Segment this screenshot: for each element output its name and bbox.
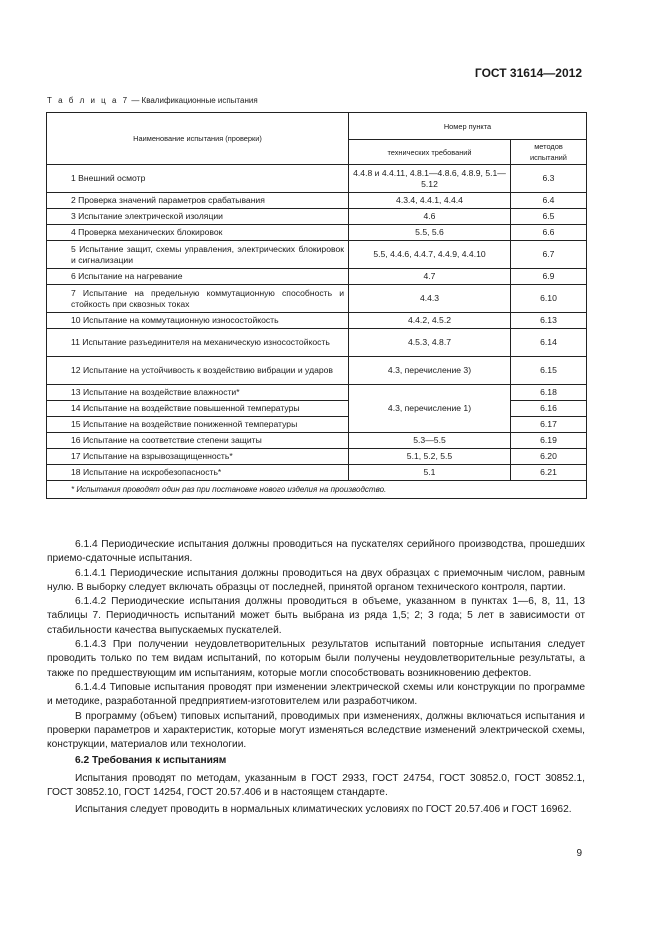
method-ref: 6.16 bbox=[511, 401, 587, 417]
requirement-ref: 4.3, перечисление 1) bbox=[349, 385, 511, 433]
requirement-ref: 5.5, 4.4.6, 4.4.7, 4.4.9, 4.4.10 bbox=[349, 241, 511, 269]
table-row bbox=[47, 241, 587, 269]
test-name bbox=[47, 385, 349, 401]
method-ref: 6.19 bbox=[511, 433, 587, 449]
test-name-text: 10 Испытание на коммутационную износостойкость bbox=[71, 315, 279, 325]
method-ref: 6.13 bbox=[511, 313, 587, 329]
table-caption bbox=[47, 96, 258, 105]
paragraph-6-1-4-1: 6.1.4.1 Периодические испытания должны проводиться на двух образцах с приемочным числом, равным нулю. В выборку следует включать образцы от последней, принятой органом технического контроля, партии. bbox=[47, 567, 585, 593]
method-ref: 6.18 bbox=[511, 385, 587, 401]
test-name bbox=[47, 165, 349, 193]
test-name-text: 16 Испытание на соответствие степени защиты bbox=[71, 435, 262, 445]
requirement-ref: 4.4.8 и 4.4.11, 4.8.1—4.8.6, 4.8.9, 5.1—5.12 bbox=[349, 165, 511, 193]
test-name bbox=[47, 357, 349, 385]
table-row bbox=[47, 433, 587, 449]
requirement-ref: 5.5, 5.6 bbox=[349, 225, 511, 241]
test-name bbox=[47, 449, 349, 465]
paragraph-6-1-4-4: 6.1.4.4 Типовые испытания проводят при изменении электрической схемы или конструкции по программе и методике, разработанной предприятием-изготовителем или разработчиком. bbox=[47, 681, 585, 708]
test-name-text: 13 Испытание на воздействие влажности* bbox=[71, 387, 240, 397]
method-ref: 6.4 bbox=[511, 193, 587, 209]
requirement-ref: 5.1 bbox=[349, 465, 511, 481]
paragraph-test-conditions: Испытания следует проводить в нормальных климатических условиях по ГОСТ 20.57.406 и ГОСТ 16962. bbox=[75, 804, 572, 816]
method-ref: 6.3 bbox=[511, 165, 587, 193]
requirement-ref: 4.6 bbox=[349, 209, 511, 225]
table-header-row bbox=[47, 113, 587, 140]
test-name bbox=[47, 193, 349, 209]
paragraph-test-methods: Испытания проводят по методам, указанным в ГОСТ 2933, ГОСТ 24754, ГОСТ 30852.0, ГОСТ 30852.1, ГОСТ 30852.10, ГОСТ 14254, ГОСТ 20.57.406 и в настоящем стандарте. bbox=[47, 772, 585, 799]
test-name-text: 12 Испытание на устойчивость к воздействию вибрации и ударов bbox=[71, 365, 333, 375]
col-header-clause-number: Номер пункта bbox=[349, 113, 587, 140]
requirement-ref: 4.5.3, 4.8.7 bbox=[349, 329, 511, 357]
test-name-text: 11 Испытание разъединителя на механическую износостойкость bbox=[71, 337, 330, 347]
paragraph-6-1-4-2: 6.1.4.2 Периодические испытания должны проводиться в объеме, указанном в пунктах 1—6, 8, 11, 13 таблицы 7. Периодичность испытаний может быть выбрана из ряда 1,5; 2; 3 года; 5 лет в зависимости от стабильности качества выпускаемых пускателей. bbox=[47, 596, 585, 636]
method-ref: 6.20 bbox=[511, 449, 587, 465]
table-row bbox=[47, 193, 587, 209]
requirement-ref: 5.3—5.5 bbox=[349, 433, 511, 449]
table-caption-text: — Квалификационные испытания bbox=[129, 96, 258, 105]
page-number: 9 bbox=[576, 848, 582, 859]
table-row bbox=[47, 465, 587, 481]
method-ref: 6.17 bbox=[511, 417, 587, 433]
method-ref: 6.7 bbox=[511, 241, 587, 269]
method-ref: 6.15 bbox=[511, 357, 587, 385]
requirement-ref: 4.7 bbox=[349, 269, 511, 285]
requirement-ref: 4.3.4, 4.4.1, 4.4.4 bbox=[349, 193, 511, 209]
requirement-ref: 4.4.2, 4.5.2 bbox=[349, 313, 511, 329]
paragraph-6-1-4-3: 6.1.4.3 При получении неудовлетворительных результатов испытаний повторные испытания следует проводить только по тем видам испытаний, по которым были получены неудовлетворительные результаты, а также по предшествующим им испытаниям, которые могли способствовать возникновению дефектов. bbox=[47, 639, 585, 679]
test-name bbox=[47, 209, 349, 225]
method-ref: 6.6 bbox=[511, 225, 587, 241]
table-row bbox=[47, 449, 587, 465]
test-name-text: 14 Испытание на воздействие повышенной температуры bbox=[71, 403, 300, 413]
method-ref: 6.5 bbox=[511, 209, 587, 225]
table-row bbox=[47, 269, 587, 285]
test-name-text: 17 Испытание на взрывозащищенность* bbox=[71, 451, 233, 461]
requirement-ref: 4.4.3 bbox=[349, 285, 511, 313]
test-name-text: 1 Внешний осмотр bbox=[71, 173, 146, 183]
test-name bbox=[47, 285, 349, 313]
paragraph-type-test-program: В программу (объем) типовых испытаний, проводимых при изменениях, должны включаться испытания и проверки параметров и характеристик, которые могут изменяться вследствие изменений электрической схемы, конструкции, материалов или технологии. bbox=[47, 710, 585, 751]
test-name-text: 3 Испытание электрической изоляции bbox=[71, 211, 223, 221]
test-name-text: 7 Испытание на предельную коммутационную способность и стойкость при сквозных токах bbox=[71, 287, 344, 309]
test-name-text: 2 Проверка значений параметров срабатывания bbox=[71, 195, 265, 205]
test-name bbox=[47, 225, 349, 241]
table-row bbox=[47, 225, 587, 241]
table-row bbox=[47, 385, 587, 401]
col-header-requirements: технических требований bbox=[349, 140, 511, 165]
test-name bbox=[47, 269, 349, 285]
col-header-methods: методов испытаний bbox=[511, 140, 587, 165]
table-caption-prefix: Т а б л и ц а 7 bbox=[47, 96, 130, 105]
test-name bbox=[47, 433, 349, 449]
method-ref: 6.21 bbox=[511, 465, 587, 481]
requirement-ref: 5.1, 5.2, 5.5 bbox=[349, 449, 511, 465]
test-name-text: 18 Испытание на искробезопасность* bbox=[71, 467, 222, 477]
table-row bbox=[47, 329, 587, 357]
table-row bbox=[47, 285, 587, 313]
method-ref: 6.10 bbox=[511, 285, 587, 313]
table-footnote-row bbox=[47, 481, 587, 499]
test-name bbox=[47, 241, 349, 269]
table-row bbox=[47, 209, 587, 225]
test-name-text: 6 Испытание на нагревание bbox=[71, 271, 183, 281]
requirement-ref: 4.3, перечисление 3) bbox=[349, 357, 511, 385]
qualification-tests-table bbox=[46, 112, 587, 499]
test-name bbox=[47, 313, 349, 329]
paragraph-6-1-4: 6.1.4 Периодические испытания должны проводиться на пускателях серийного производства, прошедших приемо-сдаточные испытания. bbox=[47, 539, 585, 565]
test-name-text: 5 Испытание защит, схемы управления, электрических блокировок и сигнализации bbox=[71, 243, 344, 265]
table-row bbox=[47, 357, 587, 385]
col-header-test-name: Наименование испытания (проверки) bbox=[47, 113, 349, 165]
test-name bbox=[47, 329, 349, 357]
table-row bbox=[47, 165, 587, 193]
table-footnote: * Испытания проводят один раз при постановке нового изделия на производство. bbox=[47, 481, 587, 499]
method-ref: 6.14 bbox=[511, 329, 587, 357]
body-text bbox=[47, 538, 585, 818]
section-heading-6-2: 6.2 Требования к испытаниям bbox=[75, 755, 227, 767]
standard-code: ГОСТ 31614—2012 bbox=[474, 66, 582, 80]
test-name bbox=[47, 417, 349, 433]
test-name bbox=[47, 465, 349, 481]
test-name-text: 15 Испытание на воздействие пониженной температуры bbox=[71, 419, 298, 429]
test-name-text: 4 Проверка механических блокировок bbox=[71, 227, 223, 237]
test-name bbox=[47, 401, 349, 417]
table-row bbox=[47, 313, 587, 329]
method-ref: 6.9 bbox=[511, 269, 587, 285]
